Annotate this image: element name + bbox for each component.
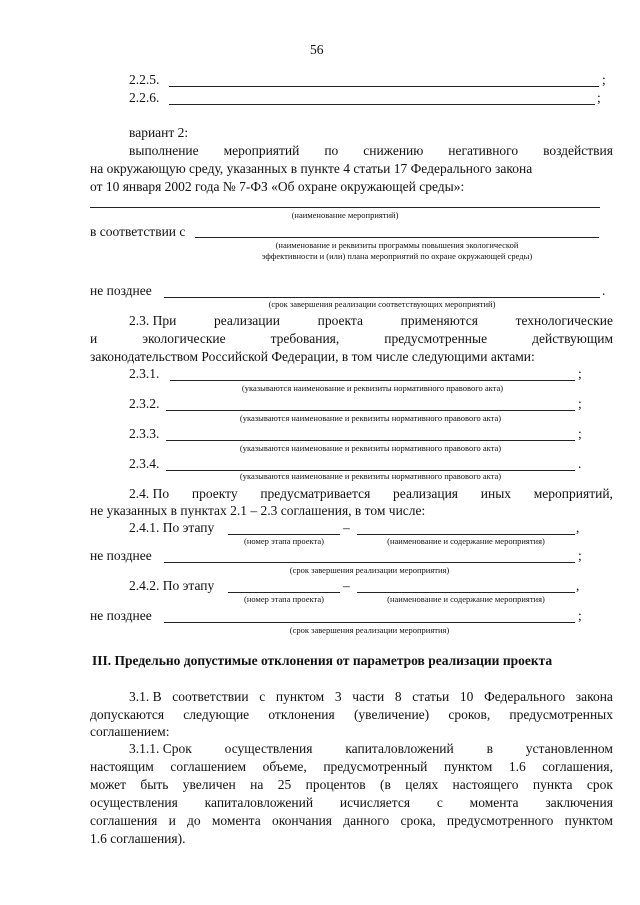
stage-2-4-1-number-caption: (номер этапа проекта) xyxy=(244,536,324,546)
stage-2-4-1-deadline-caption: (срок завершения реализации мероприятия) xyxy=(289,565,450,575)
p24-line-2: не указанных в пунктах 2.1 – 2.3 соглашения, в том числе: xyxy=(90,503,426,518)
act-2-3-1-number: 2.3.1. xyxy=(129,366,160,381)
p311-line-3: может быть увеличен на 25 процентов (в целях настоящего пункта срок xyxy=(90,777,613,792)
stage-2-4-1-content-line xyxy=(357,534,575,535)
stage-2-4-2-content-line xyxy=(357,592,575,593)
item-2-2-6-number: 2.2.6. xyxy=(129,90,160,105)
stage-2-4-2-number-caption: (номер этапа проекта) xyxy=(244,594,324,604)
item-2-2-6-fill-line xyxy=(169,104,595,105)
stage-2-4-2-deadline-end: ; xyxy=(578,608,582,623)
act-2-3-3-caption: (указываются наименование и реквизиты нормативного правового акта) xyxy=(239,443,502,453)
p24-line-1: 2.4. По проекту предусматривается реализация иных мероприятий, xyxy=(129,486,613,501)
program-caption-line-1: (наименование и реквизиты программы повышения экологической xyxy=(275,240,519,250)
item-2-2-5-fill-line xyxy=(169,86,599,87)
act-2-3-4-number: 2.3.4. xyxy=(129,456,160,471)
act-2-3-1-end: ; xyxy=(578,366,582,381)
act-2-3-4-caption: (указываются наименование и реквизиты нормативного правового акта) xyxy=(239,471,502,481)
p23-line-2: и экологические требования, предусмотренные действующим xyxy=(90,331,613,346)
stage-2-4-1-number-line xyxy=(228,534,340,535)
stage-2-4-2-dash: – xyxy=(343,578,350,593)
act-2-3-3-end: ; xyxy=(578,426,582,441)
activities-fill-line xyxy=(90,207,600,208)
stage-2-4-2-label: 2.4.2. По этапу xyxy=(129,578,215,593)
p311-line-2: настоящим соглашением объеме, предусмотренный пунктом 1.6 соглашения, xyxy=(90,759,613,774)
p311-line-4: осуществления капиталовложений исчисляется с момента заключения xyxy=(90,795,613,810)
stage-2-4-2-deadline-line xyxy=(164,622,575,623)
p31-line-2: допускаются следующие отклонения (увеличение) сроков, предусмотренных xyxy=(90,707,613,722)
p31-line-3: соглашением: xyxy=(90,724,170,739)
page-number: 56 xyxy=(310,42,324,57)
p311-line-5: соглашения и до момента окончания данного срока, предусмотренного пунктом xyxy=(90,813,613,828)
p23-line-1: 2.3. При реализации проекта применяются технологические xyxy=(129,313,613,328)
p311-line-6: 1.6 соглашения). xyxy=(90,831,186,846)
stage-2-4-1-dash: – xyxy=(343,520,350,535)
act-2-3-2-caption: (указываются наименование и реквизиты нормативного правового акта) xyxy=(239,413,502,423)
stage-2-4-1-deadline-line xyxy=(164,562,575,563)
p31-line-1: 3.1. В соответствии с пунктом 3 части 8 статьи 10 Федерального закона xyxy=(129,689,613,704)
stage-2-4-1-content-caption: (наименование и содержание мероприятия) xyxy=(387,536,545,546)
act-2-3-3-fill-line xyxy=(166,440,575,441)
deadline-end: . xyxy=(602,283,606,298)
variant-2-line-1: выполнение мероприятий по снижению негативного воздействия xyxy=(129,143,613,158)
stage-2-4-1-end: , xyxy=(576,520,580,535)
act-2-3-4-end: . xyxy=(578,456,582,471)
act-2-3-2-fill-line xyxy=(166,410,575,411)
act-2-3-3-number: 2.3.3. xyxy=(129,426,160,441)
variant-2-label: вариант 2: xyxy=(129,125,189,140)
section-3-heading: III. Предельно допустимые отклонения от параметров реализации проекта xyxy=(92,653,553,668)
act-2-3-2-end: ; xyxy=(578,396,582,411)
accordance-label: в соответствии с xyxy=(90,224,186,239)
stage-2-4-1-label: 2.4.1. По этапу xyxy=(129,520,215,535)
deadline-caption: (срок завершения реализации соответствующих мероприятий) xyxy=(268,299,496,309)
act-2-3-1-fill-line xyxy=(170,380,575,381)
item-2-2-6-end: ; xyxy=(597,90,601,105)
stage-2-4-2-number-line xyxy=(228,592,340,593)
item-2-2-5-number: 2.2.5. xyxy=(129,72,160,87)
p23-line-3: законодательством Российской Федерации, в том числе следующими актами: xyxy=(90,349,535,364)
variant-2-line-3: от 10 января 2002 года № 7-ФЗ «Об охране окружающей среды»: xyxy=(90,179,465,194)
act-2-3-1-caption: (указываются наименование и реквизиты нормативного правового акта) xyxy=(241,383,504,393)
not-later-label: не позднее xyxy=(90,283,152,298)
stage-2-4-2-content-caption: (наименование и содержание мероприятия) xyxy=(387,594,545,604)
variant-2-line-2: на окружающую среду, указанных в пункте 4 статьи 17 Федерального закона xyxy=(90,161,533,176)
stage-2-4-2-not-later-label: не позднее xyxy=(90,608,152,623)
activities-caption: (наименование мероприятий) xyxy=(291,210,399,220)
program-caption-line-2: эффективности и (или) плана мероприятий по охране окружающей среды) xyxy=(261,251,533,261)
stage-2-4-1-not-later-label: не позднее xyxy=(90,548,152,563)
stage-2-4-1-deadline-end: ; xyxy=(578,548,582,563)
deadline-fill-line xyxy=(164,297,600,298)
item-2-2-5-end: ; xyxy=(602,72,606,87)
p311-line-1: 3.1.1. Срок осуществления капиталовложений в установленном xyxy=(129,741,613,756)
stage-2-4-2-deadline-caption: (срок завершения реализации мероприятия) xyxy=(289,625,450,635)
act-2-3-2-number: 2.3.2. xyxy=(129,396,160,411)
stage-2-4-2-end: , xyxy=(576,578,580,593)
program-fill-line xyxy=(195,237,599,238)
